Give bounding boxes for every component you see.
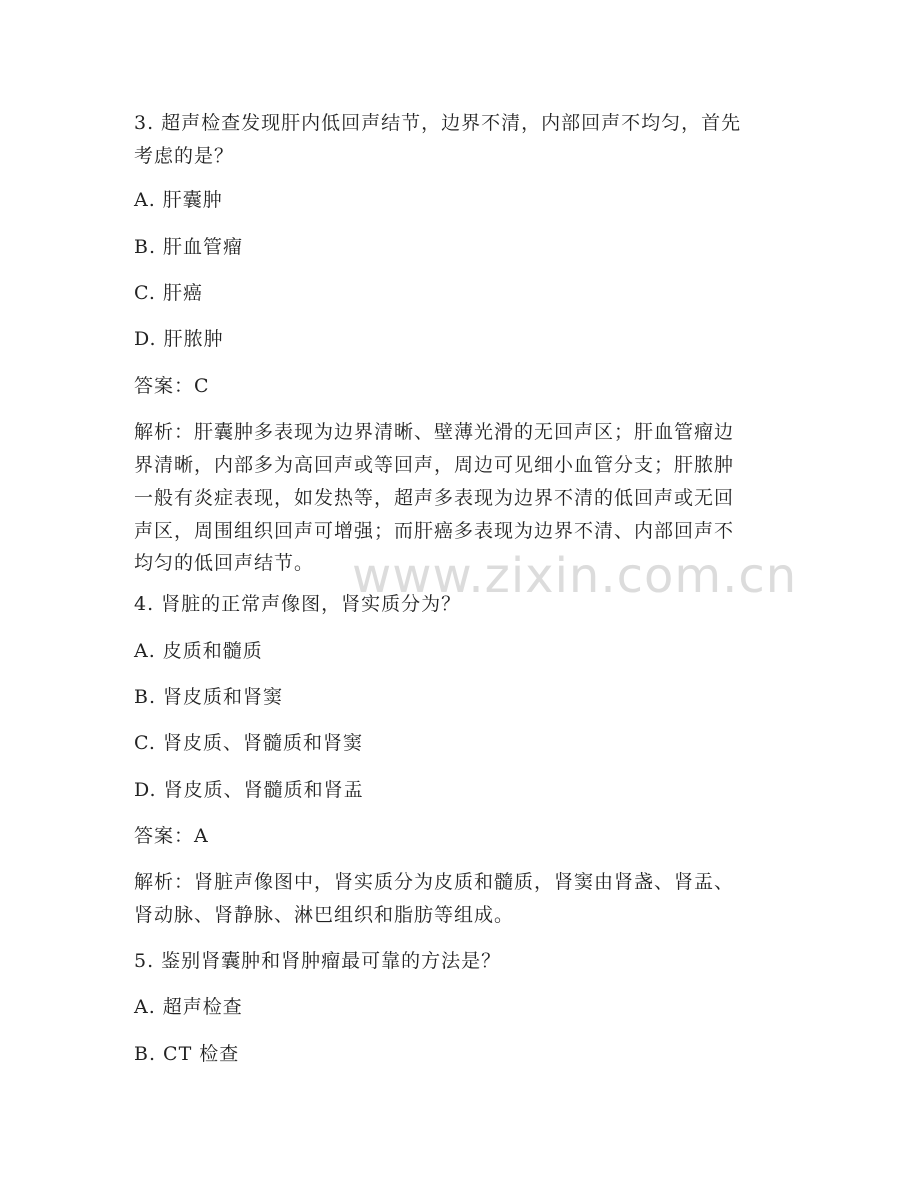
q4-option-d: D. 肾皮质、肾髓质和肾盂 [134,779,364,801]
q3-answer: 答案：C [134,375,210,397]
q5-option-b: B. CT 检查 [134,1043,240,1065]
q3-analysis-line-1: 解析：肝囊肿多表现为边界清晰、壁薄光滑的无回声区；肝血管瘤边 [134,421,735,443]
q3-stem-line-1: 3. 超声检查发现肝内低回声结节，边界不清，内部回声不均匀，首先 [134,112,742,134]
q3-option-b: B. 肝血管瘤 [134,236,244,258]
q3-option-c: C. 肝癌 [134,282,203,304]
q3-option-d: D. 肝脓肿 [134,328,224,350]
q3-analysis-line-2: 界清晰，内部多为高回声或等回声，周边可见细小血管分支；肝脓肿 [134,454,735,476]
q3-stem-line-2: 考虑的是？ [134,145,235,167]
q4-option-c: C. 肾皮质、肾髓质和肾窦 [134,732,363,754]
q5-option-a: A. 超声检查 [134,996,243,1018]
q4-analysis-line-2: 肾动脉、肾静脉、淋巴组织和脂肪等组成。 [134,904,515,926]
watermark: www.zixin.com.cn [352,548,798,604]
q4-option-a: A. 皮质和髓质 [134,640,263,662]
q5-stem: 5. 鉴别肾囊肿和肾肿瘤最可靠的方法是？ [134,950,502,972]
q4-option-b: B. 肾皮质和肾窦 [134,686,284,708]
q4-analysis-line-1: 解析：肾脏声像图中，肾实质分为皮质和髓质，肾窦由肾盏、肾盂、 [134,871,735,893]
q3-option-a: A. 肝囊肿 [134,189,223,211]
q3-analysis-line-4: 声区，周围组织回声可增强；而肝癌多表现为边界不清、内部回声不 [134,520,735,542]
q3-analysis-line-3: 一般有炎症表现，如发热等，超声多表现为边界不清的低回声或无回 [134,487,735,509]
q3-analysis-line-5: 均匀的低回声结节。 [134,552,315,574]
q4-answer: 答案：A [134,825,209,847]
q4-stem: 4. 肾脏的正常声像图，肾实质分为？ [134,593,462,615]
